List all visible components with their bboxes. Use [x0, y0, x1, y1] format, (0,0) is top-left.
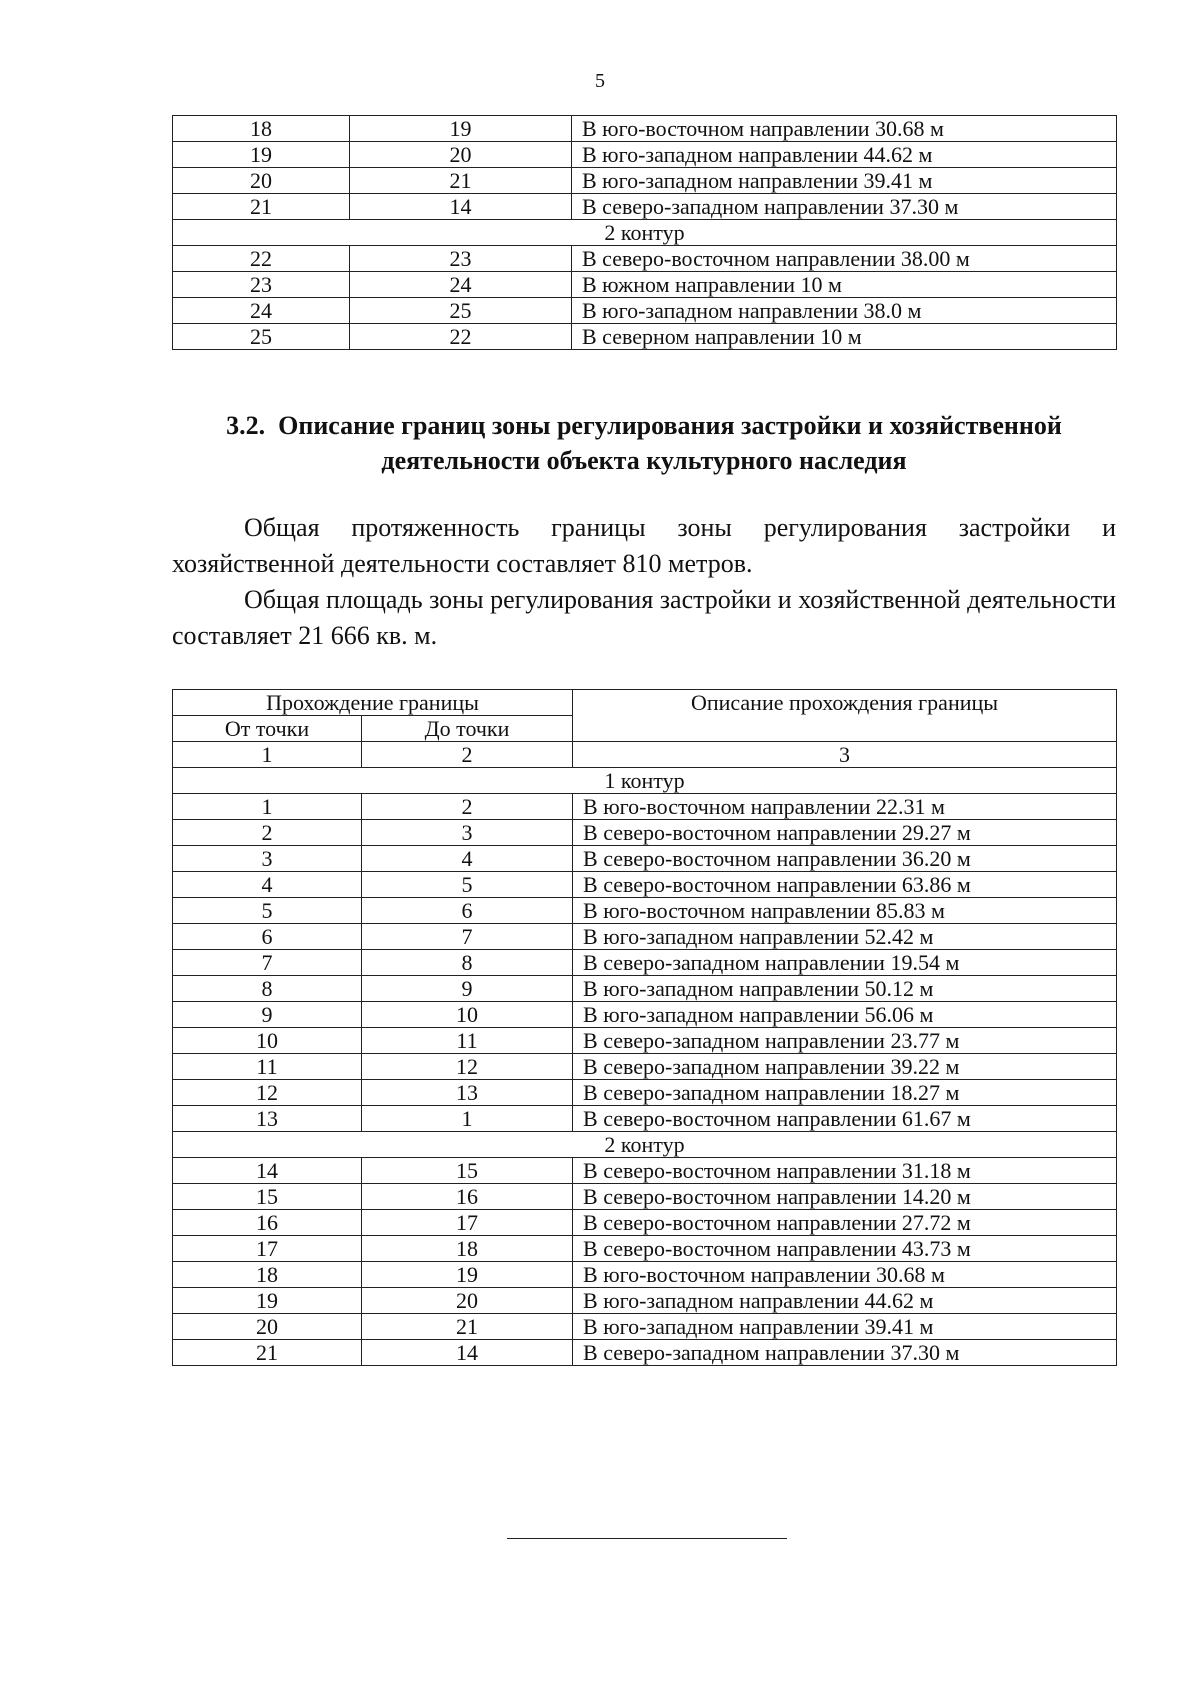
contour-label: 2 контур: [173, 1132, 1117, 1158]
description-cell: В северо-восточном направлении 36.20 м: [573, 846, 1117, 872]
from-point-cell: 24: [173, 298, 350, 324]
description-cell: В юго-западном направлении 44.62 м: [573, 1288, 1117, 1314]
table-row: [173, 116, 1117, 142]
zone-boundary-table: [172, 689, 1117, 1366]
description-cell: В юго-западном направлении 38.0 м: [572, 298, 1117, 324]
table-row: [173, 142, 1117, 168]
table-row: [173, 272, 1117, 298]
to-point-cell: 22: [350, 324, 572, 350]
top-boundary-table: [172, 115, 1117, 350]
from-point-cell: 18: [173, 116, 350, 142]
table-row: [173, 1184, 1117, 1210]
description-cell: В юго-восточном направлении 30.68 м: [573, 1262, 1117, 1288]
to-point-cell: 14: [362, 1340, 573, 1366]
from-point-cell: 11: [173, 1054, 362, 1080]
to-point-cell: 25: [350, 298, 572, 324]
description-cell: В северо-восточном направлении 31.18 м: [573, 1158, 1117, 1184]
from-point-cell: 16: [173, 1210, 362, 1236]
to-point-cell: 20: [350, 142, 572, 168]
from-point-cell: 25: [173, 324, 350, 350]
table-row: [173, 1236, 1117, 1262]
table-row: [173, 168, 1117, 194]
to-point-cell: 19: [350, 116, 572, 142]
contour-label: 2 контур: [173, 220, 1117, 246]
from-point-cell: 17: [173, 1236, 362, 1262]
to-point-cell: 8: [362, 950, 573, 976]
from-point-cell: 4: [173, 872, 362, 898]
table-row: [173, 1158, 1117, 1184]
from-point-cell: 20: [173, 168, 350, 194]
table-row: [173, 1028, 1117, 1054]
paragraph-boundary-length: Общая протяженность границы зоны регулирования застройки и хозяйственной деятельности составляет 810 метров.: [172, 513, 1116, 578]
column-number-row: [173, 742, 1117, 768]
table-row: [173, 246, 1117, 272]
table-header-row: [173, 690, 1117, 716]
from-point-cell: 7: [173, 950, 362, 976]
from-point-cell: 10: [173, 1028, 362, 1054]
paragraph-zone-area: Общая площадь зоны регулирования застройки и хозяйственной деятельности составляет 21 666 кв. м.: [172, 585, 1116, 650]
to-point-cell: 21: [350, 168, 572, 194]
to-point-cell: 15: [362, 1158, 573, 1184]
from-point-cell: 12: [173, 1080, 362, 1106]
to-point-cell: 10: [362, 1002, 573, 1028]
description-cell: В юго-западном направлении 52.42 м: [573, 924, 1117, 950]
from-point-cell: 14: [173, 1158, 362, 1184]
to-point-cell: 23: [350, 246, 572, 272]
to-point-cell: 9: [362, 976, 573, 1002]
table-row: [173, 1340, 1117, 1366]
column-number-1: 1: [173, 742, 362, 768]
from-point-cell: 13: [173, 1106, 362, 1132]
section-title-part-2: деятельности объекта культурного наследия: [381, 446, 907, 475]
table-row: [173, 324, 1117, 350]
table-row: [173, 976, 1117, 1002]
page-number: 5: [595, 70, 605, 92]
from-point-cell: 21: [173, 1340, 362, 1366]
table-row: [173, 1314, 1117, 1340]
table-row: [173, 194, 1117, 220]
contour-row: [173, 1132, 1117, 1158]
table-row: [173, 1106, 1117, 1132]
table-row: [173, 820, 1117, 846]
header-to-point: До точки: [362, 716, 573, 742]
description-cell: В северо-восточном направлении 61.67 м: [573, 1106, 1117, 1132]
from-point-cell: 20: [173, 1314, 362, 1340]
description-cell: В юго-западном направлении 56.06 м: [573, 1002, 1117, 1028]
contour-label: 1 контур: [173, 768, 1117, 794]
to-point-cell: 14: [350, 194, 572, 220]
contour-row: [173, 220, 1117, 246]
description-cell: В северо-восточном направлении 27.72 м: [573, 1210, 1117, 1236]
table-row: [173, 872, 1117, 898]
description-cell: В юго-западном направлении 39.41 м: [573, 1314, 1117, 1340]
to-point-cell: 21: [362, 1314, 573, 1340]
table-row: [173, 794, 1117, 820]
description-cell: В северо-восточном направлении 29.27 м: [573, 820, 1117, 846]
table-row: [173, 1262, 1117, 1288]
to-point-cell: 11: [362, 1028, 573, 1054]
from-point-cell: 15: [173, 1184, 362, 1210]
to-point-cell: 4: [362, 846, 573, 872]
to-point-cell: 6: [362, 898, 573, 924]
header-passage: Прохождение границы: [173, 690, 573, 716]
table-row: [173, 1054, 1117, 1080]
to-point-cell: 20: [362, 1288, 573, 1314]
description-cell: В юго-западном направлении 50.12 м: [573, 976, 1117, 1002]
table-row: [173, 1210, 1117, 1236]
contour-row: [173, 768, 1117, 794]
table-row: [173, 1080, 1117, 1106]
from-point-cell: 22: [173, 246, 350, 272]
from-point-cell: 5: [173, 898, 362, 924]
description-cell: В северо-восточном направлении 43.73 м: [573, 1236, 1117, 1262]
to-point-cell: 19: [362, 1262, 573, 1288]
from-point-cell: 6: [173, 924, 362, 950]
description-cell: В юго-западном направлении 44.62 м: [572, 142, 1117, 168]
to-point-cell: 16: [362, 1184, 573, 1210]
table-row: [173, 898, 1117, 924]
to-point-cell: 18: [362, 1236, 573, 1262]
from-point-cell: 19: [173, 1288, 362, 1314]
from-point-cell: 8: [173, 976, 362, 1002]
from-point-cell: 2: [173, 820, 362, 846]
table-row: [173, 298, 1117, 324]
column-number-2: 2: [362, 742, 573, 768]
table-row: [173, 950, 1117, 976]
to-point-cell: 1: [362, 1106, 573, 1132]
description-cell: В северо-западном направлении 37.30 м: [572, 194, 1117, 220]
to-point-cell: 7: [362, 924, 573, 950]
description-cell: В северо-восточном направлении 38.00 м: [572, 246, 1117, 272]
section-number: 3.2.: [226, 411, 266, 440]
description-cell: В южном направлении 10 м: [572, 272, 1117, 298]
section-title-part-1: Описание границ зоны регулирования застройки и хозяйственной: [278, 411, 1062, 440]
header-from-point: От точки: [173, 716, 362, 742]
from-point-cell: 23: [173, 272, 350, 298]
to-point-cell: 12: [362, 1054, 573, 1080]
table-row: [173, 1002, 1117, 1028]
description-cell: В юго-западном направлении 39.41 м: [572, 168, 1117, 194]
description-cell: В юго-восточном направлении 22.31 м: [573, 794, 1117, 820]
from-point-cell: 18: [173, 1262, 362, 1288]
description-cell: В юго-восточном направлении 85.83 м: [573, 898, 1117, 924]
description-cell: В северо-западном направлении 23.77 м: [573, 1028, 1117, 1054]
description-cell: В северо-западном направлении 37.30 м: [573, 1340, 1117, 1366]
from-point-cell: 21: [173, 194, 350, 220]
description-cell: В северном направлении 10 м: [572, 324, 1117, 350]
contour-1-rows: [173, 794, 1117, 1132]
description-cell: В северо-западном направлении 39.22 м: [573, 1054, 1117, 1080]
from-point-cell: 9: [173, 1002, 362, 1028]
to-point-cell: 17: [362, 1210, 573, 1236]
from-point-cell: 1: [173, 794, 362, 820]
to-point-cell: 3: [362, 820, 573, 846]
to-point-cell: 13: [362, 1080, 573, 1106]
section-heading-line-1: [172, 408, 1116, 443]
description-cell: В северо-восточном направлении 14.20 м: [573, 1184, 1117, 1210]
description-cell: В северо-западном направлении 19.54 м: [573, 950, 1117, 976]
contour-2-rows: [173, 1158, 1117, 1366]
description-cell: В юго-восточном направлении 30.68 м: [572, 116, 1117, 142]
table-row: [173, 924, 1117, 950]
description-cell: В северо-западном направлении 18.27 м: [573, 1080, 1117, 1106]
from-point-cell: 19: [173, 142, 350, 168]
to-point-cell: 2: [362, 794, 573, 820]
table-row: [173, 846, 1117, 872]
description-cell: В северо-восточном направлении 63.86 м: [573, 872, 1117, 898]
from-point-cell: 3: [173, 846, 362, 872]
column-number-3: 3: [573, 742, 1117, 768]
signature-line: [507, 1538, 787, 1539]
table-row: [173, 1288, 1117, 1314]
section-heading: [172, 408, 1116, 478]
header-description: Описание прохождения границы: [573, 690, 1117, 742]
to-point-cell: 5: [362, 872, 573, 898]
to-point-cell: 24: [350, 272, 572, 298]
